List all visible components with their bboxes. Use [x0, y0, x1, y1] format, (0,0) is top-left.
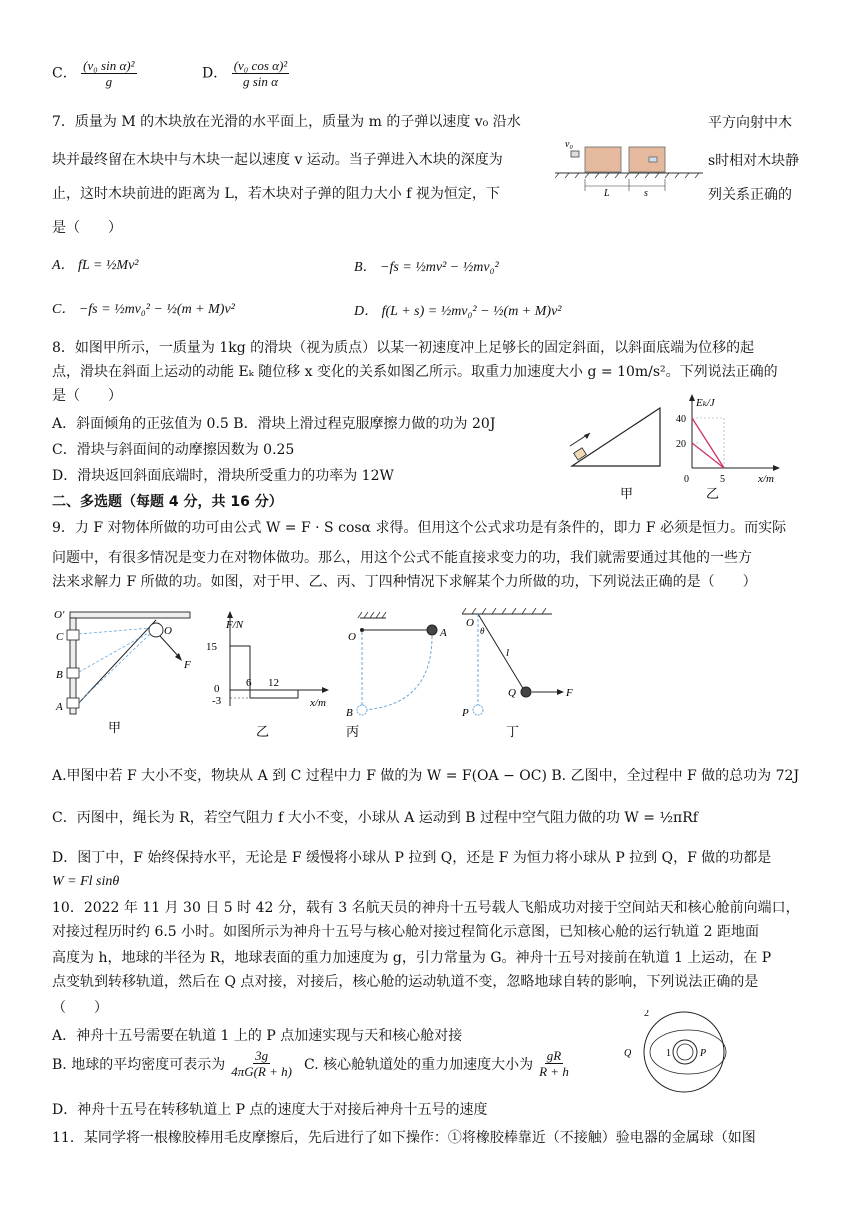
- fig-yi-caption: 乙: [256, 724, 270, 739]
- label-O: O: [348, 631, 356, 643]
- section-2-header: 二、多选题（每题 4 分，共 16 分）: [52, 494, 283, 510]
- q6-option-c-fraction: [81, 58, 136, 89]
- q7-option-a: A． fL = ½Mv²: [52, 258, 139, 273]
- x-tick-5: 5: [720, 474, 725, 485]
- q9-option-d-line-2: W = Fl sinθ: [52, 874, 120, 889]
- q7-line-2: 块并最终留在木块中与木块一起以速度 v 运动。当子弹进入木块的深度为: [52, 152, 503, 168]
- yi-tick-12: 12: [268, 677, 279, 689]
- yi-tick-neg3: -3: [212, 695, 222, 707]
- q10-line-3: 高度为 h，地球的半径为 R，地球表面的重力加速度为 g，引力常量为 G。神舟十五号对接前在轨道 1 上运动，在 P: [52, 950, 772, 966]
- q7-option-d: D． f(L + s) = ½mv₀² − ½(m + M)v²: [354, 304, 562, 319]
- bullet-shape: [571, 151, 579, 157]
- pulley: [149, 623, 163, 637]
- q9-option-d-line-1: D．图丁中，F 始终保持水平，无论是 F 缓慢将小球从 P 拉到 Q，还是 F 为恒力将小球从 P 拉到 Q，F 做的功都是: [52, 850, 772, 866]
- q7-line-2-right: s时相对木块静: [708, 153, 800, 169]
- fraction-numerator: 3g: [255, 1048, 269, 1063]
- q6-option-d: [202, 58, 289, 89]
- fraction-denominator: g: [105, 74, 113, 89]
- x-tick-0: 0: [684, 474, 689, 485]
- label-C: C: [56, 631, 64, 643]
- label-l: l: [506, 647, 510, 659]
- q9-fig-yi: [200, 606, 340, 740]
- q10-option-c-text: C. 核心舱轨道处的重力加速度大小为: [303, 1056, 534, 1073]
- q7-line-3: 止，这时木块前进的距离为 L，若木块对子弹的阻力大小 f 视为恒定，下: [52, 186, 500, 202]
- label-F: F: [184, 659, 191, 671]
- label-P: P: [700, 1048, 707, 1059]
- graph-y-label: Eₖ/J: [696, 397, 715, 409]
- fig-jia-label: 甲: [620, 486, 634, 500]
- yi-tick-15: 15: [206, 641, 217, 653]
- q9-line-2: 问题中，有很多情况是变力在对物体做功。那么，用这个公式不能直接求变力的功，我们就需要通过其他的一些方: [52, 550, 752, 566]
- q7-line-4: 是（ ）: [52, 220, 122, 236]
- yi-y-label: F/N: [226, 619, 244, 631]
- q10-option-a: A．神舟十五号需要在轨道 1 上的 P 点加速实现与天和核心舱对接: [52, 1028, 463, 1044]
- y-tick-40: 40: [676, 414, 686, 425]
- label-O: O: [466, 617, 474, 629]
- ball-B: [357, 705, 367, 715]
- label-A: A: [56, 701, 63, 713]
- incline-triangle: [572, 408, 660, 466]
- yi-tick-0: 0: [214, 683, 220, 695]
- fraction-numerator: gR: [546, 1048, 562, 1063]
- q10-line-2: 对接过程历时约 6.5 小时。如图所示为神舟十五号与核心舱对接过程简化示意图，已知核心舱的运行轨道 2 距地面: [52, 924, 759, 940]
- force-arrow: [160, 636, 180, 658]
- q10-line-5: （ ）: [52, 1000, 108, 1016]
- q9-fig-jia: [52, 606, 202, 736]
- q10-option-b-fraction: [229, 1048, 294, 1079]
- q7-line-3-right: 列关系正确的: [708, 187, 792, 203]
- label-A: A: [440, 627, 447, 639]
- fig-yi-label: 乙: [706, 486, 720, 500]
- label-B: B: [56, 669, 63, 681]
- fig-jia-caption: 甲: [108, 720, 122, 735]
- label-F: F: [566, 687, 573, 699]
- q8-incline-figure: [562, 400, 672, 500]
- ball-Q: [521, 687, 531, 697]
- q8-line-3: 是（ ）: [52, 388, 122, 404]
- q7-option-b: B． −fs = ½mv² − ½mv₀²: [354, 260, 499, 275]
- q9-option-c: C．丙图中，绳长为 R，若空气阻力 f 大小不变，小球从 A 运动到 B 过程中空气阻力做的功 W = ½πRf: [52, 810, 698, 826]
- q7-bullet-block-figure: [555, 135, 705, 200]
- q6-option-d-fraction: [232, 58, 290, 89]
- q9-line-1: 9．力 F 对物体所做的功可由公式 W = F · S cosα 求得。但用这个公式求功是有条件的，即力 F 必须是恒力。而实际: [52, 520, 787, 536]
- q8-line-2: 点，滑块在斜面上运动的动能 Eₖ 随位移 x 变化的关系如图乙所示。取重力加速度大小 g = 10m/s²。下列说法正确的: [52, 364, 778, 380]
- q7-line-1: 7．质量为 M 的木块放在光滑的水平面上，质量为 m 的子弹以速度 v₀ 沿水: [52, 114, 521, 130]
- q10-line-4: 点变轨到转移轨道，然后在 Q 点对接，对接后，核心舱的运动轨道不变，忽略地球自转的影响，下列说法正确的是: [52, 974, 759, 990]
- fraction-denominator: 4πG(R + h): [231, 1064, 292, 1079]
- q10-option-d: D．神舟十五号在转移轨道上 P 点的速度大于对接后神舟十五号的速度: [52, 1102, 488, 1118]
- fig-bing-caption: 丙: [346, 724, 360, 739]
- q8-ek-graph: [672, 392, 792, 500]
- fraction-denominator: R + h: [539, 1064, 569, 1079]
- q10-option-b-text: B. 地球的平均密度可表示为: [52, 1056, 226, 1073]
- top-beam: [70, 612, 190, 618]
- label-1: 1: [666, 1048, 671, 1059]
- q10-orbit-figure: [616, 1010, 766, 1100]
- q6-option-c: [52, 58, 137, 89]
- option-label: C．: [52, 65, 77, 82]
- label-theta: θ: [480, 626, 485, 636]
- s-label: s: [644, 188, 648, 199]
- embedded-bullet: [649, 157, 657, 162]
- string-l: [478, 614, 524, 690]
- label-Q: Q: [508, 687, 516, 699]
- block-final: [629, 147, 665, 172]
- q8-line-1: 8．如图甲所示，一质量为 1kg 的滑块（视为质点）以某一初速度冲上足够长的固定斜面，以斜面底端为位移的起: [52, 340, 755, 356]
- q8-option-ab: A．斜面倾角的正弦值为 0.5 B．滑块上滑过程克服摩擦力做的功为 20J: [52, 416, 496, 432]
- ball-P: [473, 705, 483, 715]
- q10-option-c-fraction: [537, 1048, 571, 1079]
- q10-option-bc: [52, 1048, 571, 1079]
- ek-down-line: [692, 443, 724, 468]
- q11-line-1: 11．某同学将一根橡胶棒用毛皮摩擦后，先后进行了如下操作：①将橡胶棒靠近（不接触）验电器的金属球（如图: [52, 1130, 756, 1146]
- arc-path: [362, 636, 432, 710]
- graph-x-label: x/m: [758, 473, 774, 485]
- ground-hatching: [555, 173, 699, 178]
- q9-option-ab: A.甲图中若 F 大小不变，物块从 A 到 C 过程中力 F 做的为 W = F(OA − OC) B. 乙图中，全过程中 F 做的总功为 72J: [52, 768, 800, 784]
- yi-x-label: x/m: [310, 697, 326, 709]
- q9-fig-ding: [456, 606, 586, 740]
- q10-line-1: 10．2022 年 11 月 30 日 5 时 42 分，载有 3 名航天员的神舟十五号载人飞船成功对接于空间站天和核心舱前向端口，: [52, 900, 800, 916]
- fraction-denominator: g sin α: [242, 74, 278, 89]
- fraction-numerator: (v₀ sin α)²: [83, 58, 135, 73]
- yi-tick-6: 6: [246, 677, 252, 689]
- label-O-prime: O′: [54, 609, 65, 621]
- label-Q: Q: [624, 1048, 632, 1059]
- q8-option-c: C．滑块与斜面间的动摩擦因数为 0.25: [52, 442, 295, 458]
- q8-option-d: D．滑块返回斜面底端时，滑块所受重力的功率为 12W: [52, 468, 394, 484]
- q9-fig-bing: [340, 606, 470, 740]
- earth: [677, 1044, 693, 1060]
- option-label: D．: [202, 65, 228, 82]
- label-B: B: [346, 707, 353, 719]
- label-O: O: [164, 625, 172, 637]
- ball-A: [427, 625, 437, 635]
- label-2: 2: [644, 1010, 649, 1019]
- label-P: P: [462, 707, 469, 719]
- q9-line-3: 法来求解力 F 所做的功。如图，对于甲、乙、丙、丁四种情况下求解某个力所做的功，下列说法正确的是（ ）: [52, 574, 757, 590]
- y-tick-20: 20: [676, 439, 686, 450]
- q7-line-1-right: 平方向射中木: [708, 115, 792, 131]
- block-initial: [585, 147, 621, 172]
- fig-ding-caption: 丁: [506, 724, 520, 739]
- L-label: L: [604, 188, 610, 199]
- v0-label: v₀: [565, 139, 573, 150]
- fraction-numerator: (v₀ cos α)²: [233, 58, 288, 73]
- q7-option-c: C． −fs = ½mv₀² − ½(m + M)v²: [52, 302, 235, 317]
